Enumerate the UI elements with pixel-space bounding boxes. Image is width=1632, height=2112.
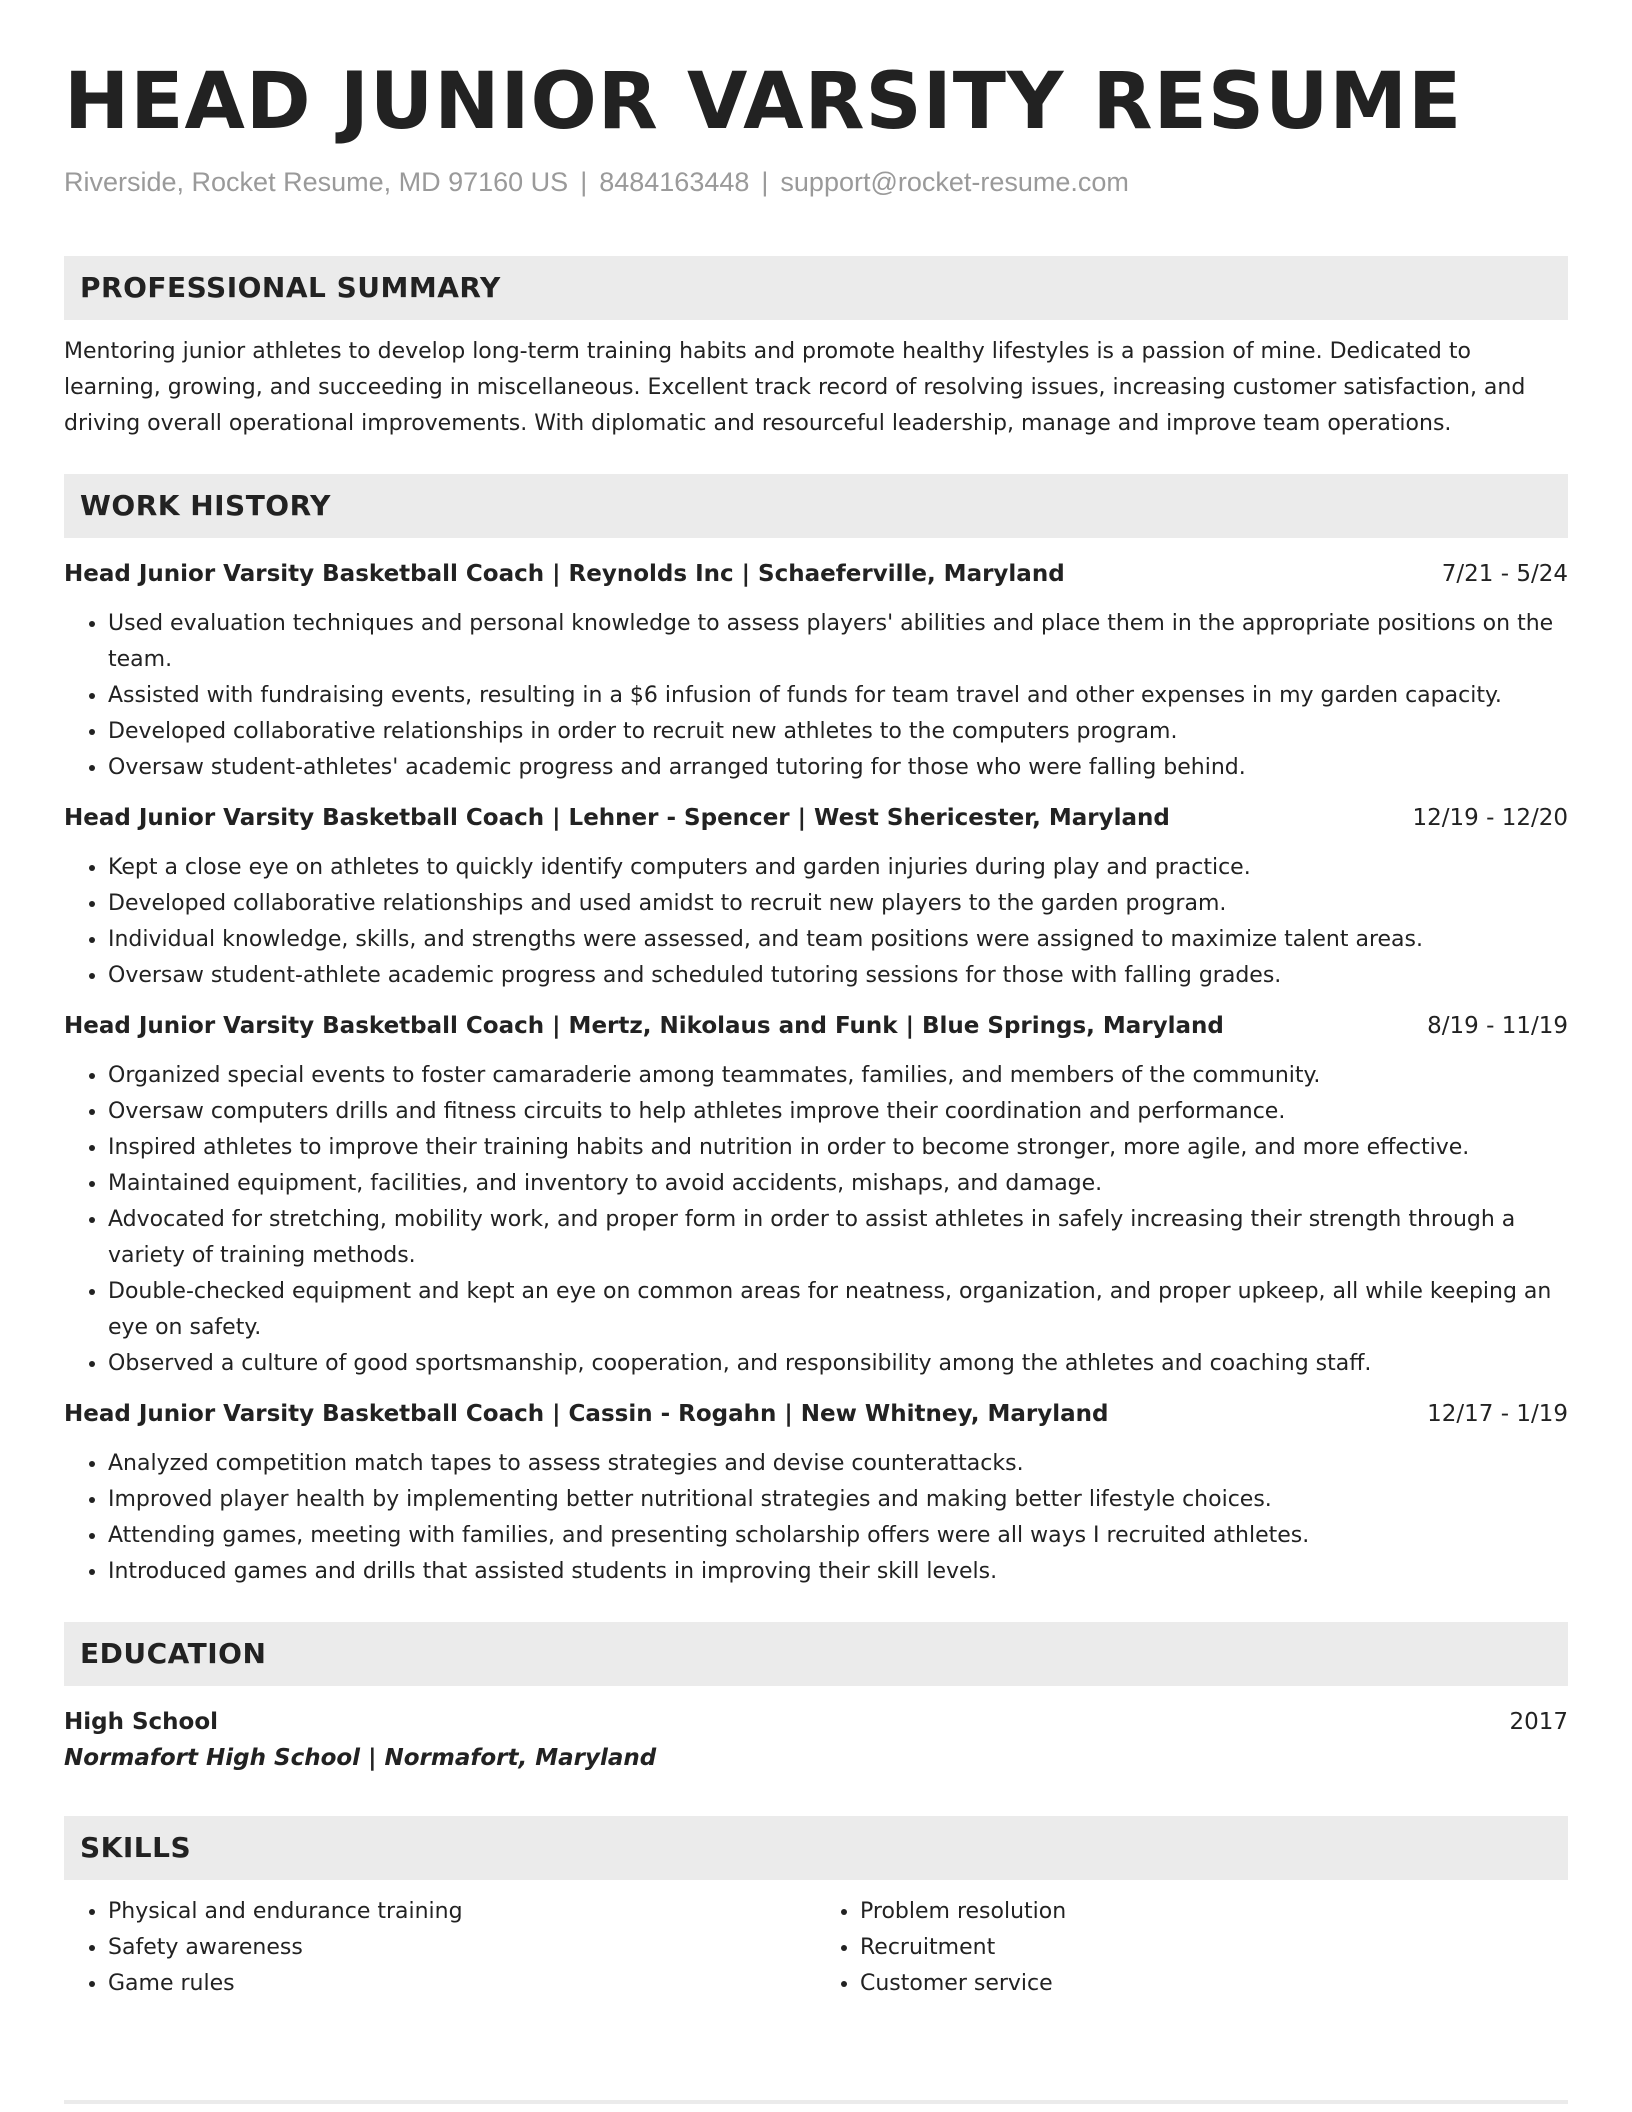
skill-item: • Game rules: [108, 1966, 816, 2002]
contact-phone: 8484163448: [599, 167, 750, 197]
job-bullet: • Developed collaborative relationships in order to recruit new athletes to the computers program.: [108, 714, 1568, 750]
job-dates: 12/17 - 1/19: [1427, 1401, 1568, 1427]
job-dates: 7/21 - 5/24: [1441, 561, 1568, 587]
job-title: Head Junior Varsity Basketball Coach | Lehner - Spencer | West Shericester, Maryland: [64, 805, 1170, 831]
contact-separator: |: [761, 167, 769, 197]
summary-text: Mentoring junior athletes to develop long-term training habits and promote healthy lifestyles is a passion of mine. Dedicated to learning, growing, and succeeding in miscellaneous. Excellent track record of resolving issues, increasing customer satisfaction, and driving overall operational improvements. With diplomatic and resourceful leadership, manage and improve team operations.: [64, 339, 1526, 436]
education-school: Normafort High School | Normafort, Maryland: [64, 1745, 657, 1771]
job-dates: 12/19 - 12/20: [1412, 805, 1568, 831]
contact-address: Riverside, Rocket Resume, MD 97160 US: [64, 167, 569, 197]
skills-column-left: [64, 1894, 816, 2002]
skill-item: • Recruitment: [860, 1930, 1568, 1966]
resume-page: [64, 52, 1568, 2002]
job-entry: [64, 1010, 1568, 1382]
job-entry: [64, 1398, 1568, 1590]
job-bullet: • Introduced games and drills that assisted students in improving their skill levels.: [108, 1554, 1568, 1590]
job-bullet: • Developed collaborative relationships and used amidst to recruit new players to the garden program.: [108, 886, 1568, 922]
job-header: [64, 1398, 1568, 1430]
job-bullet: • Improved player health by implementing better nutritional strategies and making better lifestyle choices.: [108, 1482, 1568, 1518]
job-title: Head Junior Varsity Basketball Coach | Reynolds Inc | Schaeferville, Maryland: [64, 561, 1065, 587]
job-bullet: • Inspired athletes to improve their training habits and nutrition in order to become stronger, more agile, and more effective.: [108, 1130, 1568, 1166]
skills-grid: [64, 1894, 1568, 2002]
section-heading-education: EDUCATION: [64, 1622, 1568, 1686]
section-heading-work-history: WORK HISTORY: [64, 474, 1568, 538]
job-bullets: [64, 1058, 1568, 1382]
job-title: Head Junior Varsity Basketball Coach | Mertz, Nikolaus and Funk | Blue Springs, Maryland: [64, 1013, 1224, 1039]
section-heading-summary: PROFESSIONAL SUMMARY: [64, 256, 1568, 320]
contact-email: support@rocket-resume.com: [780, 167, 1129, 197]
job-dates: 8/19 - 11/19: [1427, 1013, 1568, 1039]
job-bullet: • Kept a close eye on athletes to quickly identify computers and garden injuries during play and practice.: [108, 850, 1568, 886]
job-header: [64, 558, 1568, 590]
skill-item: • Customer service: [860, 1966, 1568, 2002]
job-bullets: [64, 606, 1568, 786]
job-bullet: • Assisted with fundraising events, resulting in a $6 infusion of funds for team travel and other expenses in my garden capacity.: [108, 678, 1568, 714]
job-bullet: • Oversaw student-athletes' academic progress and arranged tutoring for those who were falling behind.: [108, 750, 1568, 786]
job-bullet: • Organized special events to foster camaraderie among teammates, families, and members of the community.: [108, 1058, 1568, 1094]
education-degree: High School: [64, 1709, 219, 1735]
skill-item: • Physical and endurance training: [108, 1894, 816, 1930]
job-bullet: • Advocated for stretching, mobility work, and proper form in order to assist athletes in safely increasing their strength through a variety of training methods.: [108, 1202, 1568, 1274]
job-bullet: • Attending games, meeting with families, and presenting scholarship offers were all ways I recruited athletes.: [108, 1518, 1568, 1554]
job-bullet: • Individual knowledge, skills, and strengths were assessed, and team positions were assigned to maximize talent areas.: [108, 922, 1568, 958]
job-bullet: • Maintained equipment, facilities, and inventory to avoid accidents, mishaps, and damage.: [108, 1166, 1568, 1202]
job-header: [64, 802, 1568, 834]
contact-separator: |: [580, 167, 588, 197]
job-bullet: • Oversaw student-athlete academic progress and scheduled tutoring sessions for those with falling grades.: [108, 958, 1568, 994]
job-title: Head Junior Varsity Basketball Coach | Cassin - Rogahn | New Whitney, Maryland: [64, 1401, 1109, 1427]
job-bullet: • Observed a culture of good sportsmanship, cooperation, and responsibility among the athletes and coaching staff.: [108, 1346, 1568, 1382]
job-bullet: • Used evaluation techniques and personal knowledge to assess players' abilities and place them in the appropriate positions on the team.: [108, 606, 1568, 678]
page-bottom-divider: [64, 2100, 1568, 2104]
job-bullets: [64, 1446, 1568, 1590]
skills-column-right: [816, 1894, 1568, 2002]
job-header: [64, 1010, 1568, 1042]
job-entry: [64, 802, 1568, 994]
contact-line: [64, 162, 1568, 202]
skill-item: • Safety awareness: [108, 1930, 816, 1966]
job-bullet: • Double-checked equipment and kept an eye on common areas for neatness, organization, and proper upkeep, all while keeping an eye on safety.: [108, 1274, 1568, 1346]
education-header: [64, 1704, 1568, 1740]
job-bullet: • Analyzed competition match tapes to assess strategies and devise counterattacks.: [108, 1446, 1568, 1482]
education-year: 2017: [1509, 1709, 1568, 1735]
skill-item: • Problem resolution: [860, 1894, 1568, 1930]
section-heading-skills: SKILLS: [64, 1816, 1568, 1880]
job-entry: [64, 558, 1568, 786]
job-bullet: • Oversaw computers drills and fitness circuits to help athletes improve their coordination and performance.: [108, 1094, 1568, 1130]
resume-title: HEAD JUNIOR VARSITY RESUME: [64, 57, 1463, 147]
job-bullets: [64, 850, 1568, 994]
